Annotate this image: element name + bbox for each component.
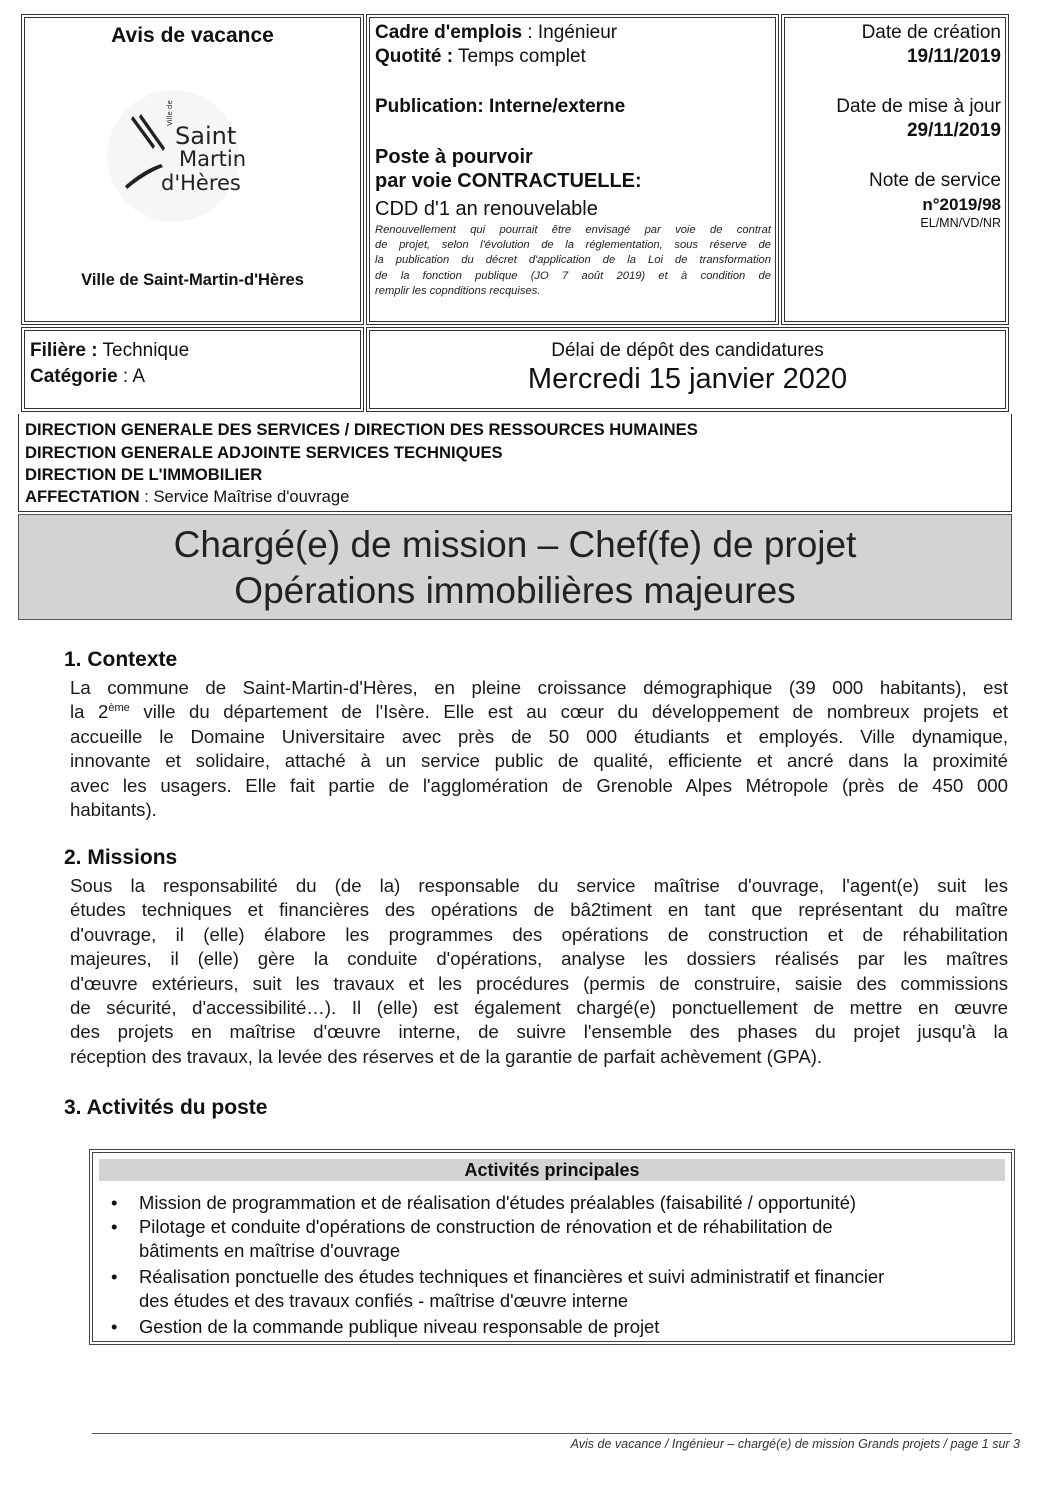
contexte-heading: 1. Contexte — [64, 648, 178, 671]
renouvellement-line: la publication du décret d'application de la Loi de transformation — [375, 254, 771, 267]
commune-name: Ville de Saint-Martin-d'Hères — [81, 271, 304, 289]
poste-line2: par voie CONTRACTUELLE: — [375, 170, 642, 192]
paragraph-line: d'œuvre extérieurs, suit les travaux et les procédures (permis de construire, saisie des commissions — [70, 972, 1008, 994]
renouvellement-note — [375, 223, 771, 299]
affectation-label: AFFECTATION — [25, 487, 140, 506]
job-info-box — [369, 17, 776, 322]
city-logo — [103, 86, 293, 226]
cadre-line — [375, 22, 617, 44]
date-maj-value: 29/11/2019 — [906, 120, 1001, 141]
activite-text: des études et des travaux confiés - maîtrise d'œuvre interne — [139, 1290, 629, 1311]
filiere-value: Technique — [97, 340, 190, 361]
filiere-box — [24, 330, 361, 409]
svg-text:Saint: Saint — [175, 122, 237, 150]
activite-text: Réalisation ponctuelle des études techniques et financières et suivi administratif et financier — [139, 1266, 885, 1287]
cdd: CDD d'1 an renouvelable — [375, 198, 598, 220]
svg-text:d'Hères: d'Hères — [161, 171, 241, 195]
activites-table — [92, 1152, 1012, 1342]
logo-box — [24, 17, 361, 322]
paragraph-line: réception des travaux, la levée des réserves et de la garantie de parfait achèvement (GPA). — [70, 1045, 823, 1067]
date-creation-label: Date de création — [861, 22, 1001, 43]
quotite-line — [375, 46, 586, 68]
svg-text:Ville de: Ville de — [166, 100, 174, 126]
paragraph-line: habitants). — [70, 799, 157, 821]
city-logo-graphic — [103, 86, 293, 226]
poste-line1: Poste à pourvoir — [375, 146, 533, 168]
rank-rest: ville du département de l'Isère. Elle est au cœur du développement de nombreux projets et — [143, 701, 1008, 723]
paragraph-line: majeures, il (elle) gère la conduite d'opérations, analyse les dossiers réalisés par les maîtres — [70, 948, 1008, 970]
activite-text: Pilotage et conduite d'opérations de construction de rénovation et de réhabilitation de — [139, 1216, 833, 1237]
paragraph-line: Sous la responsabilité du (de la) responsable du service maîtrise d'ouvrage, l'agent(e) suit les — [70, 875, 1008, 896]
paragraph-line — [70, 700, 1008, 724]
bullet: • — [111, 1316, 118, 1337]
dates-box — [784, 17, 1006, 322]
bullet: • — [111, 1216, 118, 1237]
note-label: Note de service — [868, 170, 1001, 191]
note-value: n°2019/98 — [922, 195, 1001, 214]
bullet: • — [111, 1266, 118, 1287]
activites-table-header: Activités principales — [99, 1159, 1005, 1181]
paragraph-line: d'ouvrage, il (elle) élabore les programmes des opérations de construction et de réhabilitation — [70, 923, 1008, 945]
paragraph-line: innovante et solidaire, attaché à un service public de qualité, efficiente et ancré dans la proximité — [70, 750, 1008, 772]
rank-prefix: la 2 — [70, 701, 109, 723]
direction-box — [18, 414, 1012, 512]
activite-text: Mission de programmation et de réalisation d'études préalables (faisabilité / opportunité) — [139, 1192, 857, 1213]
renouvellement-line: Renouvellement qui pourrait être envisagé par voie de contrat — [375, 224, 771, 236]
renouvellement-line: de projet, selon l'évolution de la réglementation, sous réserve de — [375, 239, 771, 252]
activites-heading: 3. Activités du poste — [64, 1096, 268, 1119]
activite-text: bâtiments en maîtrise d'ouvrage — [139, 1240, 401, 1261]
categorie-label: Catégorie — [30, 366, 118, 387]
activite-text: Gestion de la commande publique niveau responsable de projet — [139, 1316, 660, 1337]
cadre-value: : Ingénieur — [522, 22, 618, 43]
date-creation-value: 19/11/2019 — [906, 46, 1001, 67]
note-initials: EL/MN/VD/NR — [920, 216, 1001, 230]
paragraph-line: La commune de Saint-Martin-d'Hères, en pleine croissance démographique (39 000 habitants), est — [70, 677, 1008, 698]
renouvellement-line: remplir les copnditions recquises. — [375, 284, 541, 297]
missions-paragraph — [70, 874, 1008, 1069]
direction-line3: DIRECTION DE L'IMMOBILIER — [25, 465, 263, 484]
avis-title: Avis de vacance — [111, 24, 274, 47]
job-title-line2: Opérations immobilières majeures — [234, 570, 796, 611]
affectation-value: : Service Maîtrise d'ouvrage — [139, 487, 350, 506]
bullet: • — [111, 1192, 118, 1213]
job-title-banner — [18, 514, 1012, 620]
filiere-label: Filière : — [30, 340, 98, 361]
rank-superscript: ème — [108, 702, 130, 715]
paragraph-line: des projets en maîtrise d'œuvre interne, de suivre l'ensemble des phases du projet jusqu'à la — [70, 1021, 1008, 1043]
paragraph-line: accueille le Domaine Universitaire avec près de 50 000 étudiants et employés. Ville dynamique, — [70, 725, 1008, 747]
footer-rule — [92, 1433, 1012, 1434]
date-maj-label: Date de mise à jour — [836, 96, 1001, 117]
page-footer: Avis de vacance / Ingénieur – chargé(e) de mission Grands projets / page 1 sur 3 — [570, 1437, 1020, 1451]
quotite-value: Temps complet — [453, 46, 586, 67]
delai-value: Mercredi 15 janvier 2020 — [527, 363, 848, 395]
delai-label: Délai de dépôt des candidatures — [551, 340, 824, 361]
paragraph-line: de sécurité, d'accessibilité…). Il (elle) est également chargé(e) ponctuellement de mettre en œuvre — [70, 997, 1008, 1019]
missions-heading: 2. Missions — [64, 846, 178, 869]
paragraph-line: avec les usagers. Elle fait partie de l'agglomération de Grenoble Alpes Métropole (près de 450 000 — [70, 774, 1008, 796]
paragraph-line: études techniques et financières des opérations de bâ2timent en tant que représentant du maître — [70, 899, 1008, 921]
direction-line1: DIRECTION GENERALE DES SERVICES / DIRECTION DES RESSOURCES HUMAINES — [25, 420, 698, 439]
publication: Publication: Interne/externe — [375, 96, 626, 117]
direction-line2: DIRECTION GENERALE ADJOINTE SERVICES TECHNIQUES — [25, 443, 503, 462]
filiere-line — [30, 340, 189, 362]
job-title-line1: Chargé(e) de mission – Chef(fe) de projet — [173, 524, 857, 565]
affectation-line — [25, 487, 349, 507]
renouvellement-line: de la fonction publique (JO 7 août 2019) et à condition de — [375, 269, 771, 282]
cadre-label: Cadre d'emplois — [375, 22, 523, 43]
contexte-paragraph — [70, 676, 1008, 822]
categorie-value: : A — [117, 366, 146, 387]
delai-box — [369, 330, 1006, 409]
categorie-line — [30, 366, 145, 388]
svg-text:Martin: Martin — [179, 147, 246, 171]
quotite-label: Quotité : — [375, 46, 454, 67]
